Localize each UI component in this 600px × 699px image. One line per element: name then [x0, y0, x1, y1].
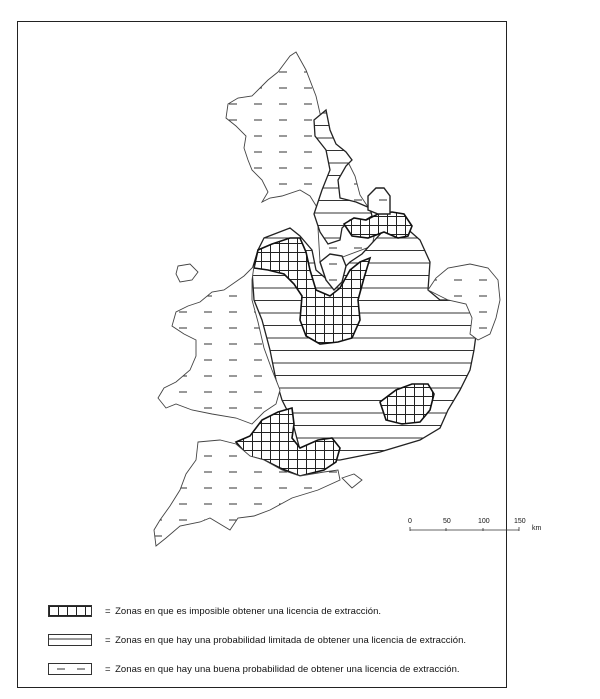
legend-separator: =: [105, 663, 111, 675]
scale-tick-0: 0: [408, 518, 412, 525]
dashes-swatch-icon: [48, 663, 92, 675]
island-wight: [342, 474, 362, 488]
legend-item-good: [48, 660, 518, 678]
legend-separator: =: [105, 605, 111, 617]
scale-tick-100: 100: [478, 518, 490, 525]
legend-label: Zonas en que hay una buena probabilidad de obtener una licencia de extracción.: [115, 663, 460, 675]
island-anglesey: [176, 264, 198, 282]
scale-unit: km: [532, 525, 542, 532]
grid-hatch-swatch-icon: [48, 605, 92, 617]
legend-item-impossible: [48, 602, 518, 620]
scale-tick-50: 50: [443, 518, 451, 525]
legend-separator: =: [105, 634, 111, 646]
legend-item-limited: [48, 631, 518, 649]
horizontal-lines-swatch-icon: [48, 634, 92, 646]
legend: [48, 602, 518, 689]
scale-tick-150: 150: [514, 518, 526, 525]
scale-bar: [406, 518, 566, 538]
legend-label: Zonas en que es imposible obtener una licencia de extracción.: [115, 605, 382, 617]
legend-label: Zonas en que hay una probabilidad limitada de obtener una licencia de extracción.: [115, 634, 467, 646]
zone-good-moors: [368, 188, 390, 214]
